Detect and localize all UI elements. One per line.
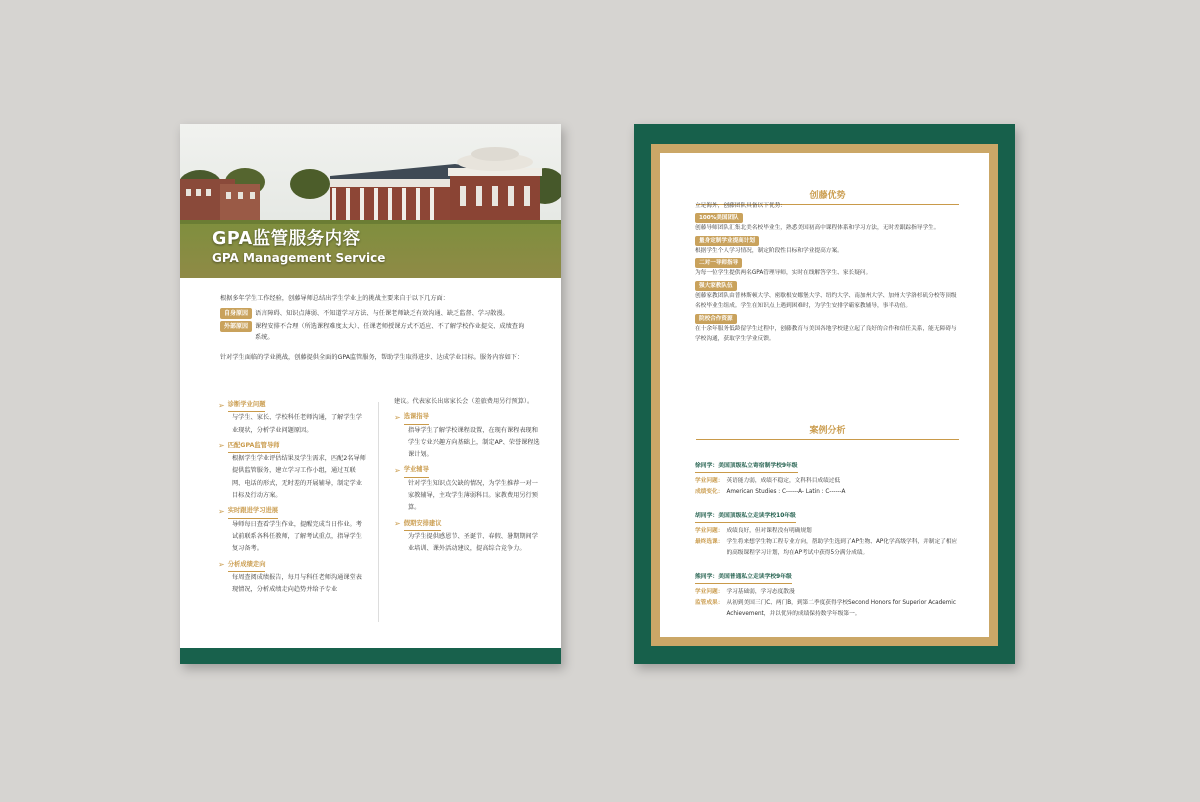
services-section — [218, 396, 540, 626]
reason-item — [220, 308, 526, 320]
case-value: 成绩良好，但对课程没有明确规划 — [726, 528, 812, 534]
advantage-text: 创藤导师团队汇集北美名校毕业生，熟悉美国初高中课程体系和学习方法，无时差跟踪指导学生。 — [695, 224, 940, 231]
case-item — [695, 461, 960, 498]
case-row — [695, 537, 960, 559]
advantages-title: 创藤优势 — [696, 188, 959, 205]
advantages-section — [695, 202, 960, 345]
challenges-section — [220, 293, 526, 367]
case-value: 从初到美国三门C、两门B，到第二季度获得学校Second Honors for Superior Academic Achievement，并以优异的成绩保持数学年级第一。 — [726, 600, 957, 617]
case-label: 学业问题： — [695, 478, 724, 484]
reason-tag: 自身原因 — [220, 308, 252, 319]
advantage-text: 根据学生个人学习情况，制定阶段性目标和学业提高方案。 — [695, 247, 843, 254]
service-text: 指导学生了解学校课程设置，在现有课程表现和学生专业兴趣方向基础上，制定AP、荣誉课程选课计划。 — [408, 426, 540, 459]
case-value: 学习基础弱，学习态度散漫 — [726, 589, 795, 595]
services-column-left — [218, 396, 366, 596]
services-intro: 针对学生面临的学业挑战，创藤提供全面的GPA监管服务，帮助学生取得进步、达成学业目标。服务内容如下： — [220, 354, 524, 362]
case-row — [695, 598, 960, 620]
service-text: 根据学生学业评估结果及学生需求，匹配2名导师提供监管服务，建立学习工作小组，通过互联网、电话的形式，无时差的开展辅导，制定学业目标及行动方案。 — [232, 455, 366, 500]
intro-paragraph: 根据多年学生工作经验，创藤导师总结出学生学业上的挑战主要来自于以下几方面： — [220, 295, 449, 302]
case-label: 成绩变化： — [695, 489, 724, 495]
service-heading: ➢ 学业辅导 — [394, 464, 542, 477]
services-column-right — [394, 396, 542, 556]
reason-item — [220, 321, 526, 345]
advantage-item — [695, 280, 960, 312]
case-value: 英语能力弱，成绩不稳定，文科科目成绩过低 — [726, 478, 841, 484]
case-label: 学业问题： — [695, 528, 724, 534]
reason-text: 语言障碍、知识点薄弱、不知道学习方法、与任课老师缺乏有效沟通、缺乏监督、学习散漫。 — [255, 309, 509, 317]
advantage-item — [695, 212, 960, 234]
page-title: GPA监管服务内容 — [212, 229, 361, 249]
arrow-icon: ➢ — [394, 412, 401, 422]
advantage-item — [695, 235, 960, 257]
arrow-icon: ➢ — [218, 506, 225, 516]
advantage-text: 为每一位学生提供两名GPA管理导师，实时在线解答学生、家长疑问。 — [695, 270, 872, 277]
case-row — [695, 587, 960, 598]
case-row — [695, 487, 960, 498]
service-text: 每周查阅成绩报告，每月与科任老师沟通课堂表现情况，分析成绩走向趋势并给予专业 — [232, 573, 362, 594]
service-text-continued: 建议。代表家长出席家长会（差旅费用另行预算）。 — [394, 398, 534, 405]
service-heading: ➢ 假期安排建议 — [394, 518, 542, 531]
case-row — [695, 526, 960, 537]
arrow-icon: ➢ — [218, 441, 225, 451]
service-heading: ➢ 诊断学业问题 — [218, 399, 366, 412]
content-panel — [660, 153, 989, 637]
column-divider — [378, 402, 379, 622]
footer-band — [180, 648, 561, 664]
case-item — [695, 511, 960, 559]
case-item — [695, 572, 960, 620]
gold-border-frame — [651, 144, 998, 646]
case-heading: 熊同学：美国普通私立走读学校9年级 — [695, 572, 792, 584]
service-heading: ➢ 分析成绩走向 — [218, 559, 366, 572]
advantage-text: 创藤家教团队由普林斯顿大学、密歇根安娜堡大学、纽约大学、南加州大学、加州大学洛杉矶分校等顶级名校毕业生组成。学生在知识点上遇到困难时，为学生安排学霸家教辅导，事半功倍。 — [695, 293, 957, 309]
page-subtitle: GPA Management Service — [212, 251, 386, 265]
service-heading: ➢ 选课指导 — [394, 411, 542, 424]
service-text: 导师每日查看学生作业，提醒完成当日作业。考试前联系各科任教师，了解考试重点，指导学生复习备考。 — [232, 520, 362, 553]
arrow-icon: ➢ — [394, 519, 401, 529]
advantage-item — [695, 313, 960, 345]
case-heading: 胡同学：美国顶级私立走读学校10年级 — [695, 511, 796, 523]
case-row — [695, 476, 960, 487]
advantage-tag: 量身定制学业提高计划 — [695, 236, 759, 246]
case-analysis-section — [695, 461, 960, 633]
arrow-icon: ➢ — [218, 400, 225, 410]
advantage-text: 在十余年服务低龄留学生过程中，创藤教育与美国各地学校建立起了良好的合作和信任关系，能无障碍与学校沟通，获取学生学业反馈。 — [695, 325, 957, 342]
left-flyer-page — [180, 124, 561, 664]
advantage-tag: 强大家教队伍 — [695, 281, 737, 291]
advantage-tag: 100%美国团队 — [695, 213, 743, 223]
service-text: 为学生提供感恩节、圣诞节、春假、暑期期间学业培训、课外活动建议，提高综合竞争力。 — [408, 532, 538, 553]
advantage-tag: 院校合作资源 — [695, 314, 737, 324]
reason-text: 课程安排不合理（所选课程难度太大）、任课老师授课方式不适应、不了解学校作业提交、成绩查询系统。 — [255, 322, 525, 342]
service-text: 针对学生知识点欠缺的情况，为学生推荐一对一家教辅导，主攻学生薄弱科目。家教费用另行预算。 — [408, 479, 538, 512]
case-label: 最终选课： — [695, 539, 724, 545]
case-label: 学业问题： — [695, 589, 724, 595]
advantage-tag: 二对一导师指导 — [695, 258, 742, 268]
case-heading: 徐同学：美国顶级私立寄宿制学校9年级 — [695, 461, 798, 473]
case-label: 监管成果： — [695, 600, 724, 606]
service-heading: ➢ 实时跟进学习进展 — [218, 505, 366, 518]
advantages-intro: 立足海外，创藤团队具备以下优势： — [695, 203, 786, 209]
service-text: 与学生、家长、学校科任老师沟通，了解学生学业现状，分析学业问题原因。 — [232, 414, 362, 434]
arrow-icon: ➢ — [394, 465, 401, 475]
right-flyer-page — [634, 124, 1015, 664]
advantage-item — [695, 257, 960, 279]
service-heading: ➢ 匹配GPA监管导师 — [218, 440, 366, 453]
reason-tag: 外部原因 — [220, 321, 252, 332]
hero-campus-photo — [180, 124, 561, 278]
case-analysis-title: 案例分析 — [696, 423, 959, 440]
case-value: American Studies : C------A- Latin : C------A — [726, 489, 846, 495]
case-value: 学生将来想学生物工程专业方向，帮助学生选到了AP生物、AP化学高级学科，并制定了相应的高级课程学习计划，均在AP考试中获得5分满分成绩。 — [726, 539, 958, 556]
arrow-icon: ➢ — [218, 560, 225, 570]
